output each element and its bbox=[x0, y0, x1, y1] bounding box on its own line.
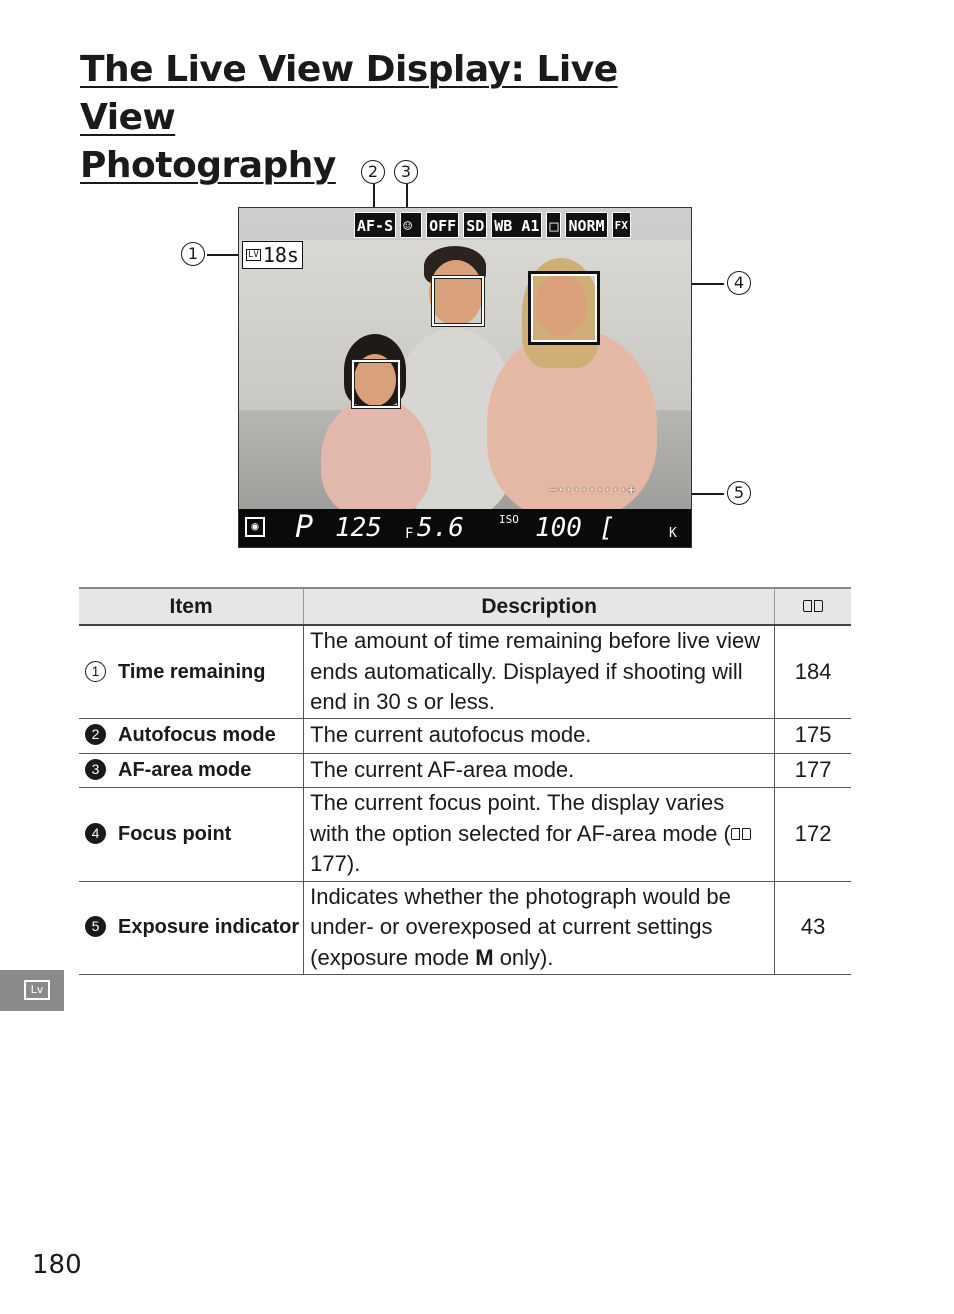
shots-remaining: [ 2.9] bbox=[599, 513, 662, 581]
description-cell bbox=[304, 787, 775, 881]
description-page-ref: 177). bbox=[310, 851, 361, 877]
item-name: Autofocus mode bbox=[118, 724, 276, 747]
description-text-end: only). bbox=[493, 944, 554, 970]
white-balance-icon: WB A1 bbox=[491, 212, 542, 238]
description-cell: The current AF-area mode. bbox=[304, 753, 775, 787]
item-cell bbox=[79, 881, 304, 974]
row-number: 5 bbox=[85, 916, 106, 937]
face-detection-box bbox=[352, 360, 400, 408]
live-view-screen bbox=[238, 207, 692, 581]
table-row bbox=[79, 718, 851, 753]
row-number: 1 bbox=[85, 661, 106, 682]
leader-line-1 bbox=[207, 254, 242, 256]
exposure-mode: P bbox=[295, 510, 314, 545]
table-row bbox=[79, 787, 851, 881]
callout-3: 3 bbox=[394, 160, 418, 184]
header-page bbox=[775, 588, 851, 625]
exposure-indicator: −·········+ bbox=[549, 483, 636, 498]
callout-4: 4 bbox=[727, 271, 751, 295]
girl-figure bbox=[321, 398, 431, 518]
page-title-line-2: Photography bbox=[80, 145, 336, 186]
picture-control-icon: SD bbox=[463, 212, 487, 238]
description-cell: The current autofocus mode. bbox=[304, 718, 775, 753]
description-text: Indicates whether the photograph would be under- or overexposed at current settings (exposure mode bbox=[310, 883, 731, 970]
page-title-line-1: The Live View Display: Live View bbox=[80, 49, 618, 138]
book-icon bbox=[731, 828, 751, 842]
time-remaining-value: 18s bbox=[262, 243, 299, 267]
time-remaining-indicator bbox=[242, 241, 303, 269]
item-name: Time remaining bbox=[118, 660, 266, 683]
page-ref-cell: 175 bbox=[775, 718, 851, 753]
image-area-icon: FX bbox=[612, 212, 631, 238]
page-ref-cell: 43 bbox=[775, 881, 851, 974]
page-ref-cell: 177 bbox=[775, 753, 851, 787]
book-icon bbox=[803, 600, 823, 614]
focus-point-box bbox=[528, 271, 600, 345]
item-cell bbox=[79, 718, 304, 753]
face-detection-box bbox=[432, 276, 484, 326]
page-ref-cell: 172 bbox=[775, 787, 851, 881]
row-number: 3 bbox=[85, 759, 106, 780]
description-text: The current focus point. The display varies with the option selected for AF-area mode ( bbox=[310, 790, 731, 846]
item-cell bbox=[79, 753, 304, 787]
iso-value: 100 bbox=[535, 513, 582, 543]
header-description: Description bbox=[304, 588, 775, 625]
active-d-lighting-icon: OFF bbox=[426, 212, 459, 238]
item-cell bbox=[79, 787, 304, 881]
screen-top-info-bar bbox=[354, 210, 689, 240]
page-number: 180 bbox=[32, 1250, 82, 1280]
callout-2: 2 bbox=[361, 160, 385, 184]
image-quality-icon: NORM bbox=[565, 212, 607, 238]
leader-line-5 bbox=[690, 493, 724, 495]
shots-remaining-unit: K bbox=[669, 526, 677, 541]
af-area-face-icon: ☺ bbox=[400, 212, 422, 238]
aperture-value: 5.6 bbox=[417, 513, 464, 543]
table-row bbox=[79, 753, 851, 787]
item-name: AF-area mode bbox=[118, 758, 252, 781]
autofocus-mode-icon: AF-S bbox=[354, 212, 396, 238]
screen-bottom-info-bar bbox=[239, 509, 691, 581]
release-mode-icon: □ bbox=[546, 212, 561, 238]
header-item: Item bbox=[79, 588, 304, 625]
display-items-table bbox=[79, 587, 851, 975]
iso-label: ISO bbox=[499, 513, 519, 526]
item-cell bbox=[79, 625, 304, 718]
matrix-metering-icon: ◉ bbox=[245, 517, 265, 537]
description-cell: The amount of time remaining before live view ends automatically. Displayed if shooting will end in 30 s or less. bbox=[304, 625, 775, 718]
aperture-prefix: F bbox=[405, 526, 414, 542]
page-ref-cell: 184 bbox=[775, 625, 851, 718]
row-number: 4 bbox=[85, 823, 106, 844]
section-tab bbox=[0, 970, 64, 1011]
table-row bbox=[79, 625, 851, 718]
live-view-badge: LV bbox=[248, 250, 259, 260]
table-header-row bbox=[79, 588, 851, 625]
shutter-speed: 125 bbox=[335, 513, 382, 543]
description-mode-letter: M bbox=[475, 944, 494, 970]
item-name: Exposure indicator bbox=[118, 916, 300, 939]
row-number: 2 bbox=[85, 724, 106, 745]
callout-5: 5 bbox=[727, 481, 751, 505]
description-cell bbox=[304, 881, 775, 974]
live-view-icon: Lv bbox=[24, 980, 50, 1000]
callout-1: 1 bbox=[181, 242, 205, 266]
table-row bbox=[79, 881, 851, 974]
item-name: Focus point bbox=[118, 822, 232, 845]
